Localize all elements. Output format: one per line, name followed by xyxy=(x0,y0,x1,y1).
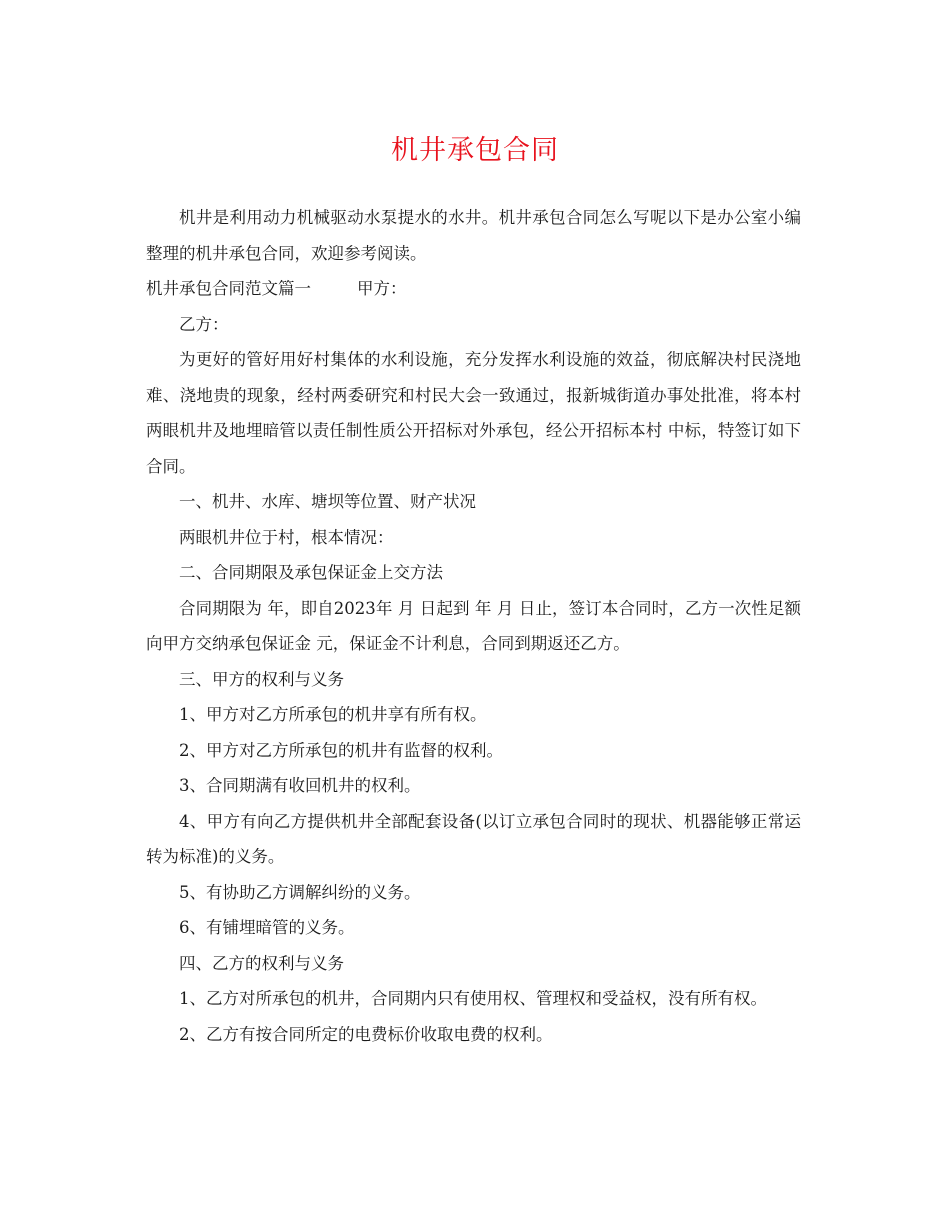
paragraph: 两眼机井位于村，根本情况： xyxy=(179,527,394,547)
list-item: 2、甲方对乙方所承包的机井有监督的权利。 xyxy=(179,740,503,760)
heading-line xyxy=(146,271,801,307)
section-heading: 三、甲方的权利与义务 xyxy=(179,669,344,689)
party-a-label: 甲方： xyxy=(357,279,407,298)
sample-heading: 机井承包合同范文篇一 xyxy=(146,279,311,298)
section-heading: 四、乙方的权利与义务 xyxy=(179,953,344,973)
list-item: 1、乙方对所承包的机井，合同期内只有使用权、管理权和受益权，没有所有权。 xyxy=(179,989,767,1008)
paragraph: 为更好的管好用好村集体的水利设施，充分发挥水利设施的效益，彻底解决村民浇地难、浇地贵的现象，经村两委研究和村民大会一致通过，报新城街道办事处批准，将本村两眼机井及地埋暗管以责任制性质公开招标对外承包，经公开招标本村 中标，特签订如下合同。 xyxy=(146,350,801,476)
list-item: 5、有协助乙方调解纠纷的义务。 xyxy=(179,882,421,902)
paragraph: 合同期限为 年，即自2023年 月 日起到 年 月 日止，签订本合同时，乙方一次性足额向甲方交纳承包保证金 元，保证金不计利息，合同到期返还乙方。 xyxy=(146,598,801,653)
document-body xyxy=(146,200,801,1052)
document-title: 机井承包合同 xyxy=(391,135,559,166)
list-item: 6、有铺埋暗管的义务。 xyxy=(179,918,355,937)
section-heading: 二、合同期限及承包保证金上交方法 xyxy=(179,563,443,582)
section-heading: 一、机井、水库、塘坝等位置、财产状况 xyxy=(179,492,476,511)
list-item: 4、甲方有向乙方提供机井全部配套设备(以订立承包合同时的现状、机器能够正常运转为标准)的义务。 xyxy=(146,811,801,866)
list-item: 2、乙方有按合同所定的电费标价收取电费的权利。 xyxy=(179,1024,553,1044)
party-b-label: 乙方： xyxy=(179,314,229,334)
intro-paragraph: 机井是利用动力机械驱动水泵提水的水井。机井承包合同怎么写呢以下是办公室小编整理的机井承包合同，欢迎参考阅读。 xyxy=(146,208,801,263)
list-item: 3、合同期满有收回机井的权利。 xyxy=(179,776,421,795)
list-item: 1、甲方对乙方所承包的机井享有所有权。 xyxy=(179,705,487,724)
